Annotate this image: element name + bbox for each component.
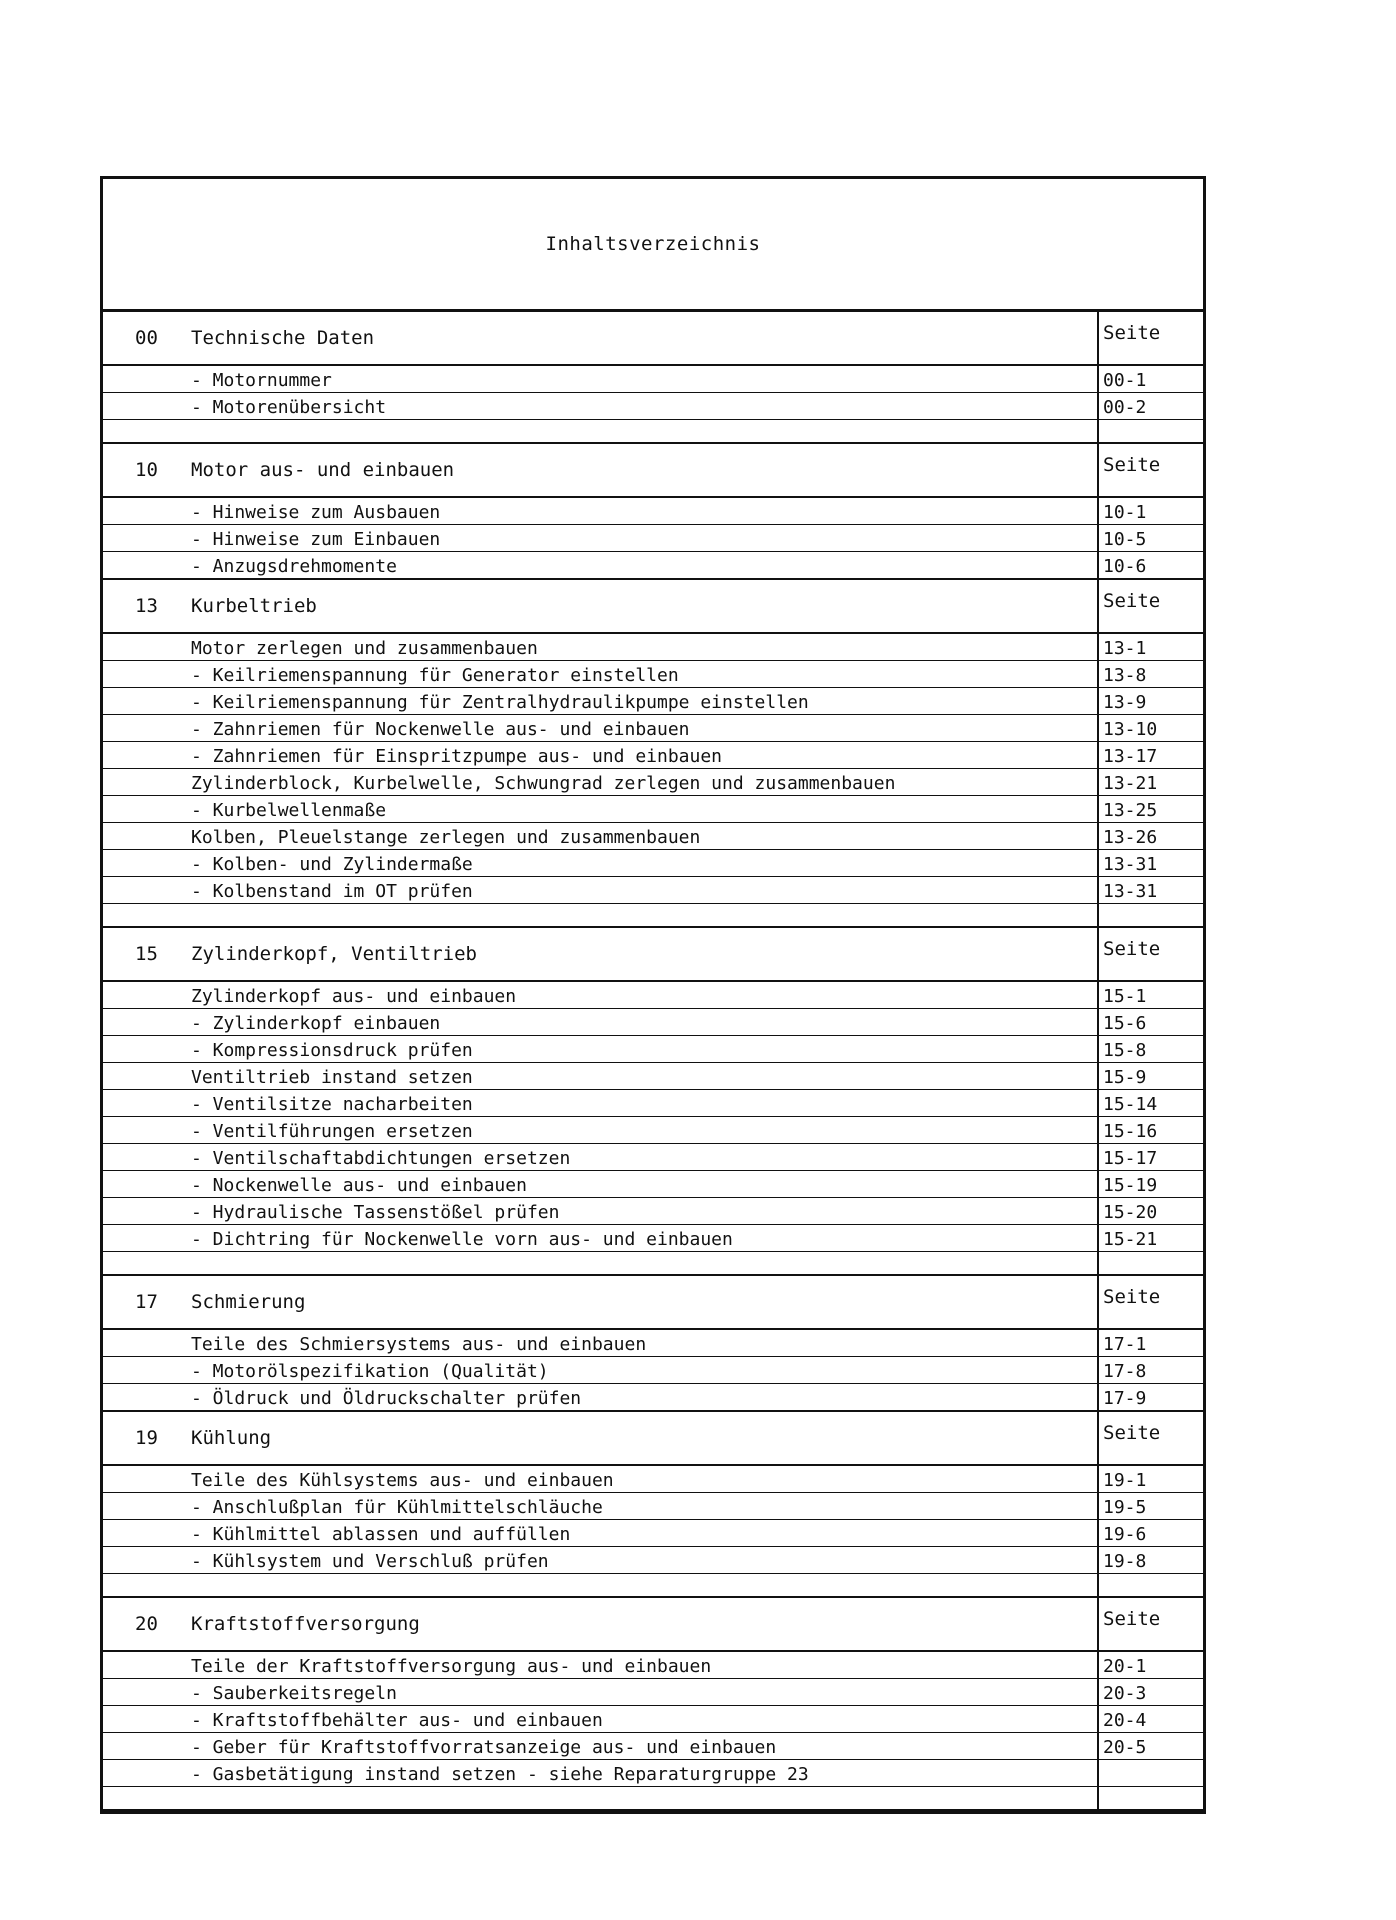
row-indent	[103, 366, 191, 392]
toc-entry-page: 15-19	[1103, 1175, 1158, 1196]
toc-entry-page: 13-8	[1103, 665, 1147, 686]
toc-entry-label: - Anzugsdrehmomente	[191, 552, 1099, 578]
blank-row	[103, 1574, 1203, 1596]
row-indent	[103, 1330, 191, 1356]
section-header	[103, 312, 1203, 366]
seite-label: Seite	[1103, 1286, 1161, 1308]
toc-row	[103, 1679, 1203, 1706]
section-header	[103, 1276, 1203, 1330]
blank-label	[191, 904, 1099, 926]
toc-row	[103, 1036, 1203, 1063]
toc-entry-label: - Öldruck und Öldruckschalter prüfen	[191, 1384, 1099, 1410]
toc-entry-label: - Kolben- und Zylindermaße	[191, 850, 1099, 876]
blank-label	[191, 1787, 1099, 1809]
section-header	[103, 1412, 1203, 1466]
toc-row	[103, 1706, 1203, 1733]
row-indent	[103, 1652, 191, 1678]
toc-row	[103, 552, 1203, 578]
toc-section	[103, 312, 1203, 444]
toc-entry-label: - Motornummer	[191, 366, 1099, 392]
toc-row	[103, 688, 1203, 715]
row-indent	[103, 634, 191, 660]
blank-page	[1099, 1574, 1203, 1596]
blank-label	[191, 1252, 1099, 1274]
row-indent	[103, 393, 191, 419]
toc-row	[103, 366, 1203, 393]
toc-entry-label: - Gasbetätigung instand setzen - siehe Reparaturgruppe 23	[191, 1760, 1099, 1786]
toc-row	[103, 769, 1203, 796]
toc-entry-label: - Kraftstoffbehälter aus- und einbauen	[191, 1706, 1099, 1732]
toc-section	[103, 1276, 1203, 1412]
row-indent	[103, 1036, 191, 1062]
toc-entry-page: 15-8	[1103, 1040, 1147, 1061]
row-indent	[103, 796, 191, 822]
toc-row	[103, 1198, 1203, 1225]
toc-row	[103, 1090, 1203, 1117]
toc-row	[103, 742, 1203, 769]
row-indent	[103, 1706, 191, 1732]
toc-section	[103, 1412, 1203, 1598]
row-indent	[103, 1252, 191, 1274]
section-number: 20	[135, 1613, 158, 1635]
toc-entry-label: Teile des Schmiersystems aus- und einbauen	[191, 1330, 1099, 1356]
toc-entry-page: 13-26	[1103, 827, 1158, 848]
toc-row	[103, 1144, 1203, 1171]
seite-label: Seite	[1103, 322, 1161, 344]
section-title: Kühlung	[191, 1412, 1099, 1464]
toc-row	[103, 634, 1203, 661]
row-indent	[103, 1144, 191, 1170]
section-header	[103, 580, 1203, 634]
toc-entry-page: 15-6	[1103, 1013, 1147, 1034]
blank-row	[103, 1252, 1203, 1274]
toc-section	[103, 444, 1203, 580]
toc-entry-label: - Geber für Kraftstoffvorratsanzeige aus- und einbauen	[191, 1733, 1099, 1759]
row-indent	[103, 1225, 191, 1251]
section-number: 17	[135, 1291, 158, 1313]
toc-entry-label: Kolben, Pleuelstange zerlegen und zusammenbauen	[191, 823, 1099, 849]
seite-label: Seite	[1103, 1608, 1161, 1630]
toc-entry-label: - Kühlmittel ablassen und auffüllen	[191, 1520, 1099, 1546]
toc-row	[103, 1009, 1203, 1036]
toc-entry-label: - Keilriemenspannung für Generator einstellen	[191, 661, 1099, 687]
toc-title: Inhaltsverzeichnis	[545, 233, 761, 255]
toc-entry-page: 20-3	[1103, 1683, 1147, 1704]
blank-row	[103, 904, 1203, 926]
toc-sheet	[100, 176, 1206, 1814]
section-title: Schmierung	[191, 1276, 1099, 1328]
toc-row	[103, 1330, 1203, 1357]
toc-row	[103, 498, 1203, 525]
row-indent	[103, 1063, 191, 1089]
toc-row	[103, 877, 1203, 904]
row-indent	[103, 1198, 191, 1224]
row-indent	[103, 1547, 191, 1573]
toc-entry-page: 19-8	[1103, 1551, 1147, 1572]
row-indent	[103, 982, 191, 1008]
toc-row	[103, 661, 1203, 688]
row-indent	[103, 769, 191, 795]
toc-entry-page: 00-2	[1103, 397, 1147, 418]
toc-entry-label: - Kolbenstand im OT prüfen	[191, 877, 1099, 903]
toc-row	[103, 1357, 1203, 1384]
toc-row	[103, 823, 1203, 850]
blank-page	[1099, 1787, 1203, 1809]
toc-entry-page: 19-5	[1103, 1497, 1147, 1518]
row-indent	[103, 823, 191, 849]
toc-row	[103, 1063, 1203, 1090]
blank-page	[1099, 904, 1203, 926]
toc-entry-page: 20-4	[1103, 1710, 1147, 1731]
section-title: Kurbeltrieb	[191, 580, 1099, 632]
blank-page	[1099, 1252, 1203, 1274]
toc-entry-page: 10-6	[1103, 556, 1147, 577]
toc-entry-page: 10-1	[1103, 502, 1147, 523]
row-indent	[103, 1357, 191, 1383]
toc-entry-page: 15-1	[1103, 986, 1147, 1007]
section-number: 19	[135, 1427, 158, 1449]
row-indent	[103, 1090, 191, 1116]
toc-entry-page: 15-21	[1103, 1229, 1158, 1250]
row-indent	[103, 1493, 191, 1519]
blank-row	[103, 1787, 1203, 1809]
section-header	[103, 1598, 1203, 1652]
toc-entry-label: - Hydraulische Tassenstößel prüfen	[191, 1198, 1099, 1224]
toc-entry-page: 15-17	[1103, 1148, 1158, 1169]
toc-entry-label: - Anschlußplan für Kühlmittelschläuche	[191, 1493, 1099, 1519]
section-title: Motor aus- und einbauen	[191, 444, 1099, 496]
toc-entry-page: 15-20	[1103, 1202, 1158, 1223]
row-indent	[103, 1679, 191, 1705]
toc-entry-label: - Sauberkeitsregeln	[191, 1679, 1099, 1705]
toc-entry-label: - Ventilführungen ersetzen	[191, 1117, 1099, 1143]
toc-entry-label: Zylinderkopf aus- und einbauen	[191, 982, 1099, 1008]
toc-entry-page: 15-16	[1103, 1121, 1158, 1142]
toc-entry-label: - Kurbelwellenmaße	[191, 796, 1099, 822]
row-indent	[103, 742, 191, 768]
row-indent	[103, 688, 191, 714]
toc-entry-label: - Keilriemenspannung für Zentralhydraulikpumpe einstellen	[191, 688, 1099, 714]
toc-entry-page: 13-25	[1103, 800, 1158, 821]
row-indent	[103, 1733, 191, 1759]
section-number: 00	[135, 327, 158, 349]
row-indent	[103, 1574, 191, 1596]
blank-label	[191, 1574, 1099, 1596]
toc-row	[103, 1225, 1203, 1252]
toc-row	[103, 1760, 1203, 1787]
section-number: 10	[135, 459, 158, 481]
row-indent	[103, 715, 191, 741]
toc-entry-page: 15-14	[1103, 1094, 1158, 1115]
toc-entry-page: 19-1	[1103, 1470, 1147, 1491]
section-header	[103, 928, 1203, 982]
row-indent	[103, 552, 191, 578]
row-indent	[103, 1384, 191, 1410]
toc-title-box	[103, 179, 1203, 312]
toc-entry-label: Zylinderblock, Kurbelwelle, Schwungrad zerlegen und zusammenbauen	[191, 769, 1099, 795]
toc-row	[103, 1493, 1203, 1520]
section-title: Technische Daten	[191, 312, 1099, 364]
toc-entry-label: - Ventilschaftabdichtungen ersetzen	[191, 1144, 1099, 1170]
toc-entry-label: Motor zerlegen und zusammenbauen	[191, 634, 1099, 660]
toc-entry-page: 13-10	[1103, 719, 1158, 740]
toc-entry-page: 19-6	[1103, 1524, 1147, 1545]
section-title: Kraftstoffversorgung	[191, 1598, 1099, 1650]
row-indent	[103, 1117, 191, 1143]
row-indent	[103, 498, 191, 524]
row-indent	[103, 904, 191, 926]
toc-entry-label: Ventiltrieb instand setzen	[191, 1063, 1099, 1089]
row-indent	[103, 1760, 191, 1786]
section-title: Zylinderkopf, Ventiltrieb	[191, 928, 1099, 980]
toc-row	[103, 1733, 1203, 1760]
toc-entry-page: 20-1	[1103, 1656, 1147, 1677]
toc-row	[103, 1171, 1203, 1198]
seite-label: Seite	[1103, 590, 1161, 612]
toc-entry-page: 00-1	[1103, 370, 1147, 391]
toc-entry-page: 17-8	[1103, 1361, 1147, 1382]
toc-section	[103, 928, 1203, 1276]
toc-entry-label: - Dichtring für Nockenwelle vorn aus- und einbauen	[191, 1225, 1099, 1251]
toc-entry-page: 15-9	[1103, 1067, 1147, 1088]
toc-row	[103, 525, 1203, 552]
blank-row	[103, 420, 1203, 442]
section-header	[103, 444, 1203, 498]
toc-row	[103, 1384, 1203, 1410]
seite-label: Seite	[1103, 1422, 1161, 1444]
toc-row	[103, 796, 1203, 823]
toc-entry-label: - Ventilsitze nacharbeiten	[191, 1090, 1099, 1116]
toc-entry-label: Teile des Kühlsystems aus- und einbauen	[191, 1466, 1099, 1492]
toc-entry-label: - Nockenwelle aus- und einbauen	[191, 1171, 1099, 1197]
toc-entry-label: - Zahnriemen für Nockenwelle aus- und einbauen	[191, 715, 1099, 741]
row-indent	[103, 525, 191, 551]
toc-entry-label: - Motorenübersicht	[191, 393, 1099, 419]
toc-section	[103, 1598, 1203, 1811]
toc-entry-page: 20-5	[1103, 1737, 1147, 1758]
toc-row	[103, 715, 1203, 742]
toc-row	[103, 1117, 1203, 1144]
toc-entry-page: 13-17	[1103, 746, 1158, 767]
toc-entry-label: - Motorölspezifikation (Qualität)	[191, 1357, 1099, 1383]
toc-entry-page: 17-9	[1103, 1388, 1147, 1409]
seite-label: Seite	[1103, 938, 1161, 960]
toc-entry-label: Teile der Kraftstoffversorgung aus- und einbauen	[191, 1652, 1099, 1678]
toc-entry-page	[1099, 1760, 1203, 1786]
toc-entry-label: - Hinweise zum Einbauen	[191, 525, 1099, 551]
toc-entry-page: 13-31	[1103, 854, 1158, 875]
row-indent	[103, 661, 191, 687]
row-indent	[103, 1466, 191, 1492]
toc-row	[103, 393, 1203, 420]
toc-entry-label: - Hinweise zum Ausbauen	[191, 498, 1099, 524]
toc-entry-page: 13-21	[1103, 773, 1158, 794]
seite-label: Seite	[1103, 454, 1161, 476]
row-indent	[103, 1787, 191, 1809]
toc-entry-page: 13-31	[1103, 881, 1158, 902]
toc-entry-label: - Zahnriemen für Einspritzpumpe aus- und einbauen	[191, 742, 1099, 768]
blank-label	[191, 420, 1099, 442]
row-indent	[103, 850, 191, 876]
row-indent	[103, 420, 191, 442]
section-number: 13	[135, 595, 158, 617]
toc-entry-page: 13-1	[1103, 638, 1147, 659]
toc-row	[103, 1466, 1203, 1493]
toc-row	[103, 1520, 1203, 1547]
row-indent	[103, 1009, 191, 1035]
toc-entry-page: 17-1	[1103, 1334, 1147, 1355]
toc-row	[103, 1547, 1203, 1574]
toc-sections	[103, 312, 1203, 1811]
toc-entry-label: - Zylinderkopf einbauen	[191, 1009, 1099, 1035]
row-indent	[103, 1520, 191, 1546]
toc-section	[103, 580, 1203, 928]
row-indent	[103, 1171, 191, 1197]
section-number: 15	[135, 943, 158, 965]
toc-entry-label: - Kompressionsdruck prüfen	[191, 1036, 1099, 1062]
row-indent	[103, 877, 191, 903]
toc-row	[103, 1652, 1203, 1679]
toc-entry-label: - Kühlsystem und Verschluß prüfen	[191, 1547, 1099, 1573]
toc-entry-page: 10-5	[1103, 529, 1147, 550]
toc-entry-page: 13-9	[1103, 692, 1147, 713]
blank-page	[1099, 420, 1203, 442]
toc-row	[103, 982, 1203, 1009]
toc-row	[103, 850, 1203, 877]
